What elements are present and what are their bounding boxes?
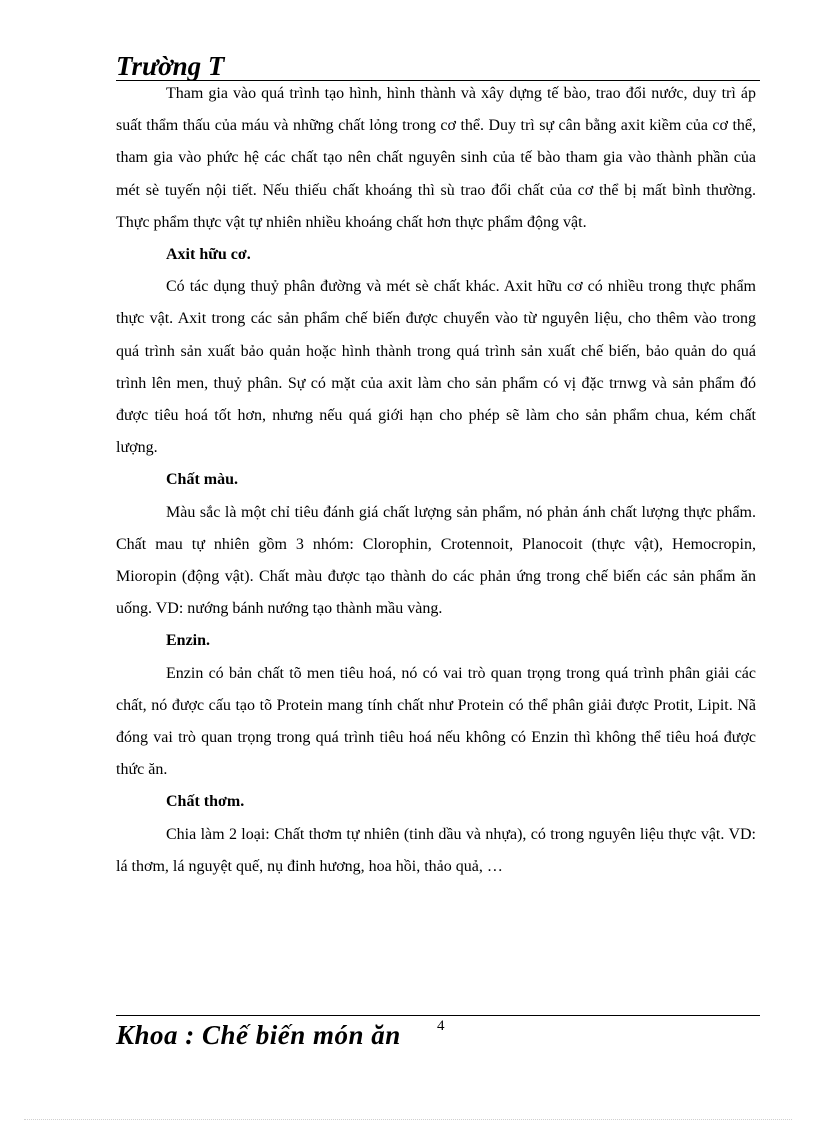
body-text (116, 78, 756, 883)
footer-title: Khoa : Chế biến món ăn (116, 1020, 401, 1050)
heading-aromatics: Chất thơm. (166, 793, 245, 811)
footer-divider (116, 1015, 760, 1016)
paragraph-aromatics: Chia làm 2 loại: Chất thơm tự nhiên (tinh dầu và nhựa), có trong nguyên liệu thực vật. VD: lá thơm, lá nguyệt quế, nụ đinh hương, hoa hồi, thảo quả, … (116, 825, 756, 875)
heading-enzymes: Enzin. (166, 632, 211, 650)
heading-colorants: Chất màu. (166, 471, 239, 489)
paragraph-enzymes: Enzin có bản chất tõ men tiêu hoá, nó có vai trò quan trọng trong quá trình phân giải các chất, nó được cấu tạo tõ Protein mang tính chất như Protein có thể phân giải được Protit, Lipit. Nã đóng vai trò quan trọng trong quá trình tiêu hoá nếu không có Enzin thì không thể tiêu hoá được thức ăn. (116, 664, 756, 779)
paragraph-organic-acid: Có tác dụng thuỷ phân đường và mét sè chất khác. Axit hữu cơ có nhiều trong thực phẩm thực vật. Axit trong các sản phẩm chế biến được chuyển vào từ nguyên liệu, cho thêm vào trong quá trình sản xuất bảo quản hoặc hình thành trong quá trình sản xuất chế biến, bảo quản do quá trình lên men, thuỷ phân. Sự có mặt của axit làm cho sản phẩm có vị đặc trnwg và sản phẩm đó được tiêu hoá tốt hơn, nhưng nếu quá giới hạn cho phép sẽ làm cho sản phẩm chua, kém chất lượng. (116, 278, 756, 457)
page-number: 4 (437, 1018, 445, 1034)
paragraph-minerals: Tham gia vào quá trình tạo hình, hình thành và xây dựng tế bào, trao đổi nước, duy trì áp suất thẩm thấu của máu và những chất lỏng trong cơ thể. Duy trì sự cân bằng axit kiềm của cơ thể, tham gia vào phức hệ các chất tạo nên chất nguyên sinh của tế bào tham gia vào thành phần của mét sè tuyến nội tiết. Nếu thiếu chất khoáng thì sù trao đổi chất của cơ thể bị mất bình thường. Thực phẩm thực vật tự nhiên nhiều khoáng chất hơn thực phẩm động vật. (116, 85, 756, 231)
heading-organic-acid: Axit hữu cơ. (166, 246, 251, 264)
header-title: Trường T (116, 51, 225, 81)
page-bottom-edge (24, 1119, 792, 1120)
paragraph-colorants: Màu sắc là một chỉ tiêu đánh giá chất lượng sản phẩm, nó phản ánh chất lượng thực phẩm. Chất mau tự nhiên gồm 3 nhóm: Clorophin, Crotennoit, Planocoit (thực vật), Hemocropin, Mioropin (động vật). Chất màu được tạo thành do các phản ứng trong chế biến các sản phẩm ăn uống. VD: nướng bánh nướng tạo thành mầu vàng. (116, 503, 756, 618)
